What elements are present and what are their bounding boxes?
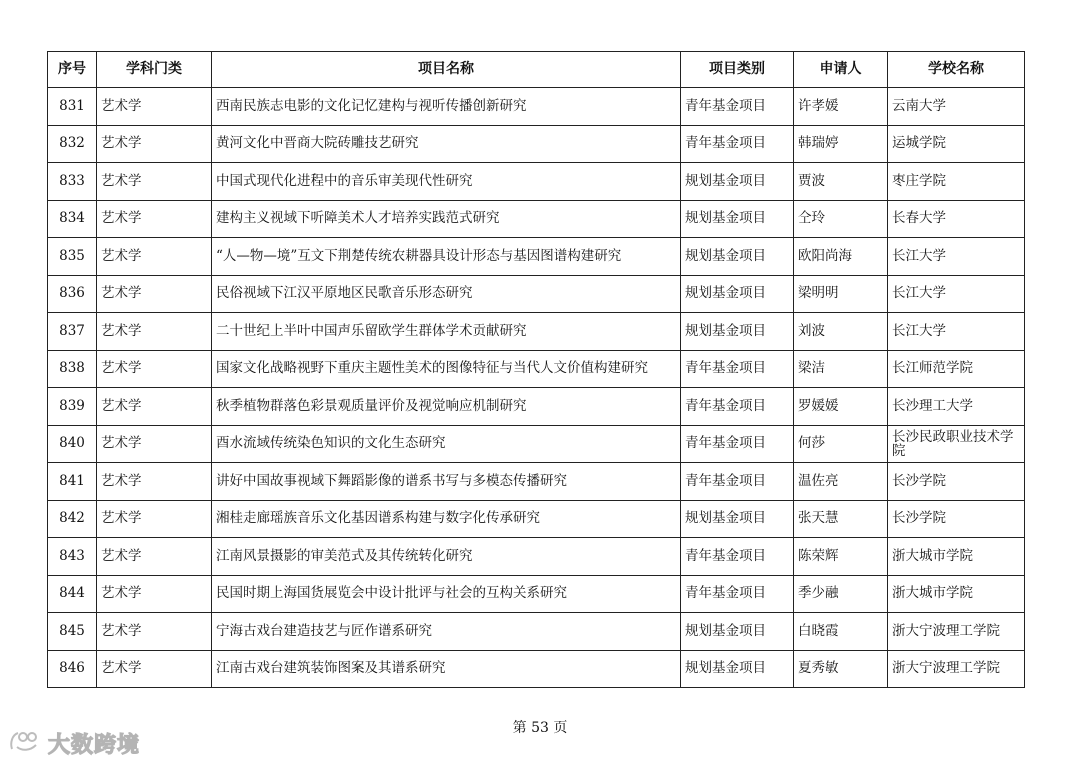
cell-project-name: 秋季植物群落色彩景观质量评价及视觉响应机制研究 [212, 388, 681, 426]
watermark-text: 大数跨境 [48, 732, 141, 758]
watermark-logo-icon [8, 729, 42, 757]
cell-project-type: 青年基金项目 [681, 538, 794, 576]
cell-discipline: 艺术学 [97, 88, 212, 126]
cell-project-type: 青年基金项目 [681, 463, 794, 501]
cell-discipline: 艺术学 [97, 650, 212, 688]
cell-project-name: 国家文化战略视野下重庆主题性美术的图像特征与当代人文价值构建研究 [212, 350, 681, 388]
cell-project-type: 规划基金项目 [681, 200, 794, 238]
cell-serial: 840 [48, 425, 97, 463]
cell-project-type: 青年基金项目 [681, 350, 794, 388]
cell-applicant: 仝玲 [794, 200, 888, 238]
table-row [48, 463, 1025, 501]
header-school: 学校名称 [888, 52, 1025, 88]
cell-school: 浙大宁波理工学院 [888, 613, 1025, 651]
cell-project-name: “人—物—境”互文下荆楚传统农耕器具设计形态与基因图谱构建研究 [212, 238, 681, 276]
header-project-type: 项目类别 [681, 52, 794, 88]
cell-project-type: 青年基金项目 [681, 88, 794, 126]
cell-school: 长春大学 [888, 200, 1025, 238]
cell-school: 长江大学 [888, 275, 1025, 313]
cell-applicant: 季少融 [794, 575, 888, 613]
table-row [48, 88, 1025, 126]
cell-serial: 837 [48, 313, 97, 351]
cell-discipline: 艺术学 [97, 538, 212, 576]
table-row [48, 163, 1025, 201]
cell-discipline: 艺术学 [97, 425, 212, 463]
cell-school: 长江师范学院 [888, 350, 1025, 388]
cell-serial: 843 [48, 538, 97, 576]
cell-serial: 839 [48, 388, 97, 426]
cell-serial: 845 [48, 613, 97, 651]
cell-applicant: 欧阳尚海 [794, 238, 888, 276]
cell-applicant: 白晓霞 [794, 613, 888, 651]
table-row [48, 500, 1025, 538]
cell-applicant: 梁明明 [794, 275, 888, 313]
cell-project-type: 规划基金项目 [681, 613, 794, 651]
cell-project-name: 宁海古戏台建造技艺与匠作谱系研究 [212, 613, 681, 651]
page-number: 第 53 页 [512, 720, 568, 736]
cell-serial: 834 [48, 200, 97, 238]
project-table [47, 51, 1025, 688]
table-row [48, 425, 1025, 463]
cell-serial: 842 [48, 500, 97, 538]
cell-serial: 846 [48, 650, 97, 688]
cell-applicant: 罗媛媛 [794, 388, 888, 426]
cell-school: 长沙理工大学 [888, 388, 1025, 426]
cell-school: 长沙学院 [888, 463, 1025, 501]
cell-discipline: 艺术学 [97, 200, 212, 238]
cell-project-name: 二十世纪上半叶中国声乐留欧学生群体学术贡献研究 [212, 313, 681, 351]
table-row [48, 238, 1025, 276]
cell-discipline: 艺术学 [97, 238, 212, 276]
header-discipline: 学科门类 [97, 52, 212, 88]
table-row [48, 538, 1025, 576]
table-row [48, 575, 1025, 613]
cell-project-name: 中国式现代化进程中的音乐审美现代性研究 [212, 163, 681, 201]
cell-project-name: 民俗视域下江汉平原地区民歌音乐形态研究 [212, 275, 681, 313]
cell-school: 长江大学 [888, 238, 1025, 276]
cell-applicant: 贾波 [794, 163, 888, 201]
cell-serial: 844 [48, 575, 97, 613]
cell-applicant: 张天慧 [794, 500, 888, 538]
header-project-name: 项目名称 [212, 52, 681, 88]
cell-project-name: 黄河文化中晋商大院砖雕技艺研究 [212, 125, 681, 163]
cell-project-type: 青年基金项目 [681, 425, 794, 463]
cell-discipline: 艺术学 [97, 463, 212, 501]
cell-school: 浙大城市学院 [888, 575, 1025, 613]
cell-applicant: 韩瑞婷 [794, 125, 888, 163]
cell-school: 长江大学 [888, 313, 1025, 351]
table-row [48, 275, 1025, 313]
cell-project-name: 民国时期上海国货展览会中设计批评与社会的互构关系研究 [212, 575, 681, 613]
cell-school: 运城学院 [888, 125, 1025, 163]
table-row [48, 350, 1025, 388]
cell-discipline: 艺术学 [97, 388, 212, 426]
cell-applicant: 温佐亮 [794, 463, 888, 501]
cell-discipline: 艺术学 [97, 275, 212, 313]
header-applicant: 申请人 [794, 52, 888, 88]
cell-project-name: 西南民族志电影的文化记忆建构与视听传播创新研究 [212, 88, 681, 126]
cell-project-type: 青年基金项目 [681, 575, 794, 613]
header-serial: 序号 [48, 52, 97, 88]
cell-project-name: 江南风景摄影的审美范式及其传统转化研究 [212, 538, 681, 576]
cell-applicant: 许孝媛 [794, 88, 888, 126]
cell-serial: 832 [48, 125, 97, 163]
cell-applicant: 陈荣辉 [794, 538, 888, 576]
watermark [8, 728, 140, 758]
cell-project-type: 青年基金项目 [681, 388, 794, 426]
cell-applicant: 夏秀敏 [794, 650, 888, 688]
cell-serial: 838 [48, 350, 97, 388]
cell-project-name: 建构主义视域下听障美术人才培养实践范式研究 [212, 200, 681, 238]
table-row [48, 125, 1025, 163]
cell-project-name: 湘桂走廊瑶族音乐文化基因谱系构建与数字化传承研究 [212, 500, 681, 538]
cell-school: 长沙民政职业技术学院 [888, 425, 1025, 463]
cell-applicant: 何莎 [794, 425, 888, 463]
table-row [48, 388, 1025, 426]
cell-school: 长沙学院 [888, 500, 1025, 538]
cell-project-type: 规划基金项目 [681, 313, 794, 351]
table-row [48, 200, 1025, 238]
cell-project-type: 规划基金项目 [681, 163, 794, 201]
cell-discipline: 艺术学 [97, 313, 212, 351]
cell-discipline: 艺术学 [97, 500, 212, 538]
table-row [48, 313, 1025, 351]
table-row [48, 650, 1025, 688]
cell-serial: 835 [48, 238, 97, 276]
cell-serial: 831 [48, 88, 97, 126]
cell-school: 浙大宁波理工学院 [888, 650, 1025, 688]
cell-applicant: 刘波 [794, 313, 888, 351]
cell-project-name: 江南古戏台建筑装饰图案及其谱系研究 [212, 650, 681, 688]
cell-project-type: 青年基金项目 [681, 125, 794, 163]
cell-project-type: 规划基金项目 [681, 275, 794, 313]
cell-project-type: 规划基金项目 [681, 500, 794, 538]
cell-project-type: 规划基金项目 [681, 238, 794, 276]
cell-serial: 833 [48, 163, 97, 201]
cell-applicant: 梁洁 [794, 350, 888, 388]
cell-discipline: 艺术学 [97, 125, 212, 163]
cell-project-type: 规划基金项目 [681, 650, 794, 688]
cell-school: 浙大城市学院 [888, 538, 1025, 576]
cell-discipline: 艺术学 [97, 575, 212, 613]
cell-school: 云南大学 [888, 88, 1025, 126]
cell-serial: 836 [48, 275, 97, 313]
table-header-row [48, 52, 1025, 88]
cell-discipline: 艺术学 [97, 613, 212, 651]
cell-project-name: 讲好中国故事视域下舞蹈影像的谱系书写与多模态传播研究 [212, 463, 681, 501]
cell-school: 枣庄学院 [888, 163, 1025, 201]
cell-project-name: 酉水流域传统染色知识的文化生态研究 [212, 425, 681, 463]
cell-serial: 841 [48, 463, 97, 501]
cell-discipline: 艺术学 [97, 350, 212, 388]
cell-discipline: 艺术学 [97, 163, 212, 201]
table-row [48, 613, 1025, 651]
